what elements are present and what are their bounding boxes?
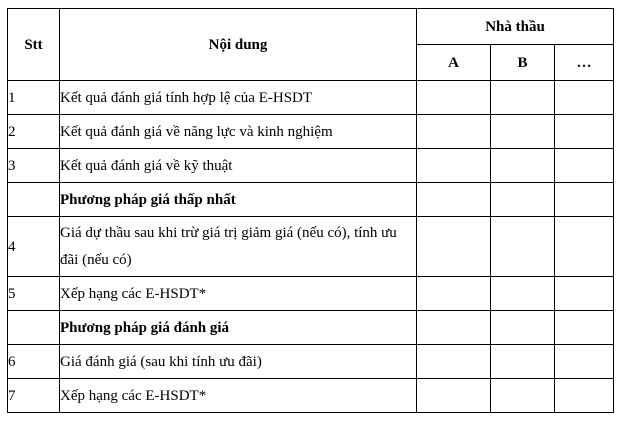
bidder-b-cell[interactable] (491, 81, 555, 115)
row-content: Xếp hạng các E-HSDT* (60, 277, 417, 311)
bidder-more-cell[interactable] (555, 115, 614, 149)
bidder-more-cell[interactable] (555, 149, 614, 183)
row-number: 7 (8, 379, 60, 413)
bidder-a-cell[interactable] (417, 379, 491, 413)
bidder-a-cell[interactable] (417, 183, 491, 217)
table-row (8, 81, 614, 115)
row-content: Kết quả đánh giá về kỹ thuật (60, 149, 417, 183)
content-header: Nội dung (60, 9, 417, 81)
bidder-a-cell[interactable] (417, 115, 491, 149)
bidder-a-cell[interactable] (417, 345, 491, 379)
row-number (8, 311, 60, 345)
row-content: Xếp hạng các E-HSDT* (60, 379, 417, 413)
bidder-b-cell[interactable] (491, 345, 555, 379)
row-number: 2 (8, 115, 60, 149)
row-number (8, 183, 60, 217)
table-row (8, 149, 614, 183)
header-row (8, 9, 614, 45)
bidder-more-header: … (555, 45, 614, 81)
evaluation-table (7, 8, 614, 413)
bidder-b-cell[interactable] (491, 277, 555, 311)
bidder-b-cell[interactable] (491, 311, 555, 345)
bidder-more-cell[interactable] (555, 81, 614, 115)
bidder-b-header: B (491, 45, 555, 81)
row-number: 1 (8, 81, 60, 115)
bidder-a-cell[interactable] (417, 217, 491, 277)
row-number: 6 (8, 345, 60, 379)
table-row (8, 379, 614, 413)
row-number: 5 (8, 277, 60, 311)
bidder-a-cell[interactable] (417, 277, 491, 311)
row-number: 3 (8, 149, 60, 183)
bidder-b-cell[interactable] (491, 379, 555, 413)
row-content: Kết quả đánh giá về năng lực và kinh nghiệm (60, 115, 417, 149)
bidder-more-cell[interactable] (555, 183, 614, 217)
section-title: Phương pháp giá đánh giá (60, 311, 417, 345)
bidder-b-cell[interactable] (491, 183, 555, 217)
row-number: 4 (8, 217, 60, 277)
bidder-a-cell[interactable] (417, 311, 491, 345)
bidder-a-cell[interactable] (417, 149, 491, 183)
bidder-more-cell[interactable] (555, 217, 614, 277)
table-row (8, 115, 614, 149)
row-content: Giá đánh giá (sau khi tính ưu đãi) (60, 345, 417, 379)
table-row (8, 217, 614, 277)
section-title: Phương pháp giá thấp nhất (60, 183, 417, 217)
bidder-more-cell[interactable] (555, 379, 614, 413)
row-content: Kết quả đánh giá tính hợp lệ của E-HSDT (60, 81, 417, 115)
stt-header: Stt (8, 9, 60, 81)
table-row (8, 277, 614, 311)
bidder-more-cell[interactable] (555, 311, 614, 345)
bidders-group-header: Nhà thầu (417, 9, 614, 45)
row-content: Giá dự thầu sau khi trừ giá trị giảm giá (nếu có), tính ưu đãi (nếu có) (60, 217, 417, 277)
bidder-b-cell[interactable] (491, 115, 555, 149)
section-row (8, 183, 614, 217)
bidder-a-cell[interactable] (417, 81, 491, 115)
bidder-b-cell[interactable] (491, 217, 555, 277)
bidder-a-header: A (417, 45, 491, 81)
bidder-b-cell[interactable] (491, 149, 555, 183)
bidder-more-cell[interactable] (555, 345, 614, 379)
bidder-more-cell[interactable] (555, 277, 614, 311)
table-row (8, 345, 614, 379)
section-row (8, 311, 614, 345)
